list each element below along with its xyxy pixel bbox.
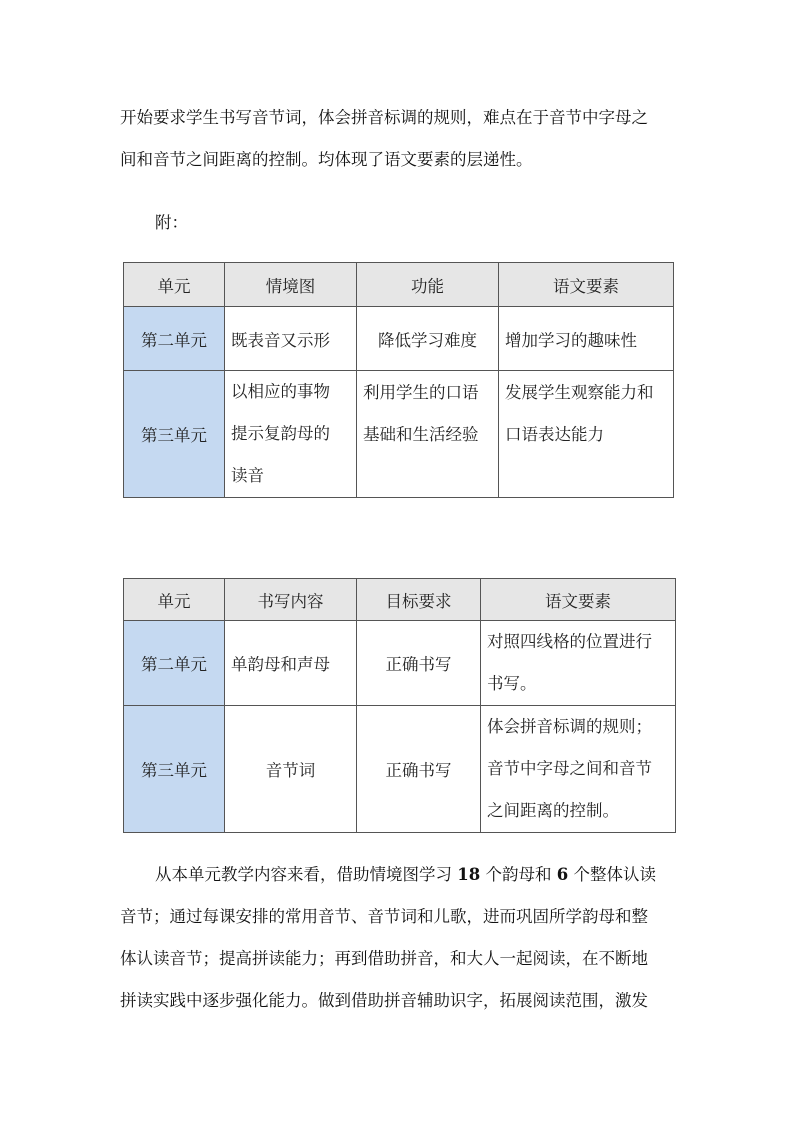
number: 6 bbox=[556, 865, 569, 884]
table-row bbox=[124, 307, 674, 371]
function-cell bbox=[357, 371, 499, 498]
unit-cell: 第二单元 bbox=[124, 621, 225, 706]
content-cell: 单韵母和声母 bbox=[225, 621, 357, 706]
column-header: 语文要素 bbox=[499, 263, 674, 307]
cell-line: 音节中字母之间和音节 bbox=[487, 759, 652, 778]
column-header: 情境图 bbox=[225, 263, 357, 307]
scene-cell: 既表音又示形 bbox=[225, 307, 357, 371]
cell-line: 利用学生的口语 bbox=[363, 383, 479, 402]
table-header-row bbox=[124, 263, 674, 307]
element-cell bbox=[499, 371, 674, 498]
cell-line: 读音 bbox=[231, 466, 264, 485]
unit-cell: 第三单元 bbox=[124, 371, 225, 498]
table-header-row bbox=[124, 579, 676, 621]
table-row bbox=[124, 371, 674, 498]
column-header: 目标要求 bbox=[357, 579, 481, 621]
paragraph-line bbox=[155, 865, 656, 885]
text-run: 从本单元教学内容来看，借助情境图学习 bbox=[155, 865, 452, 884]
table-writing-goals bbox=[123, 578, 676, 833]
column-header: 单元 bbox=[124, 579, 225, 621]
cell-line: 口语表达能力 bbox=[505, 425, 604, 444]
table-scene-function bbox=[123, 262, 674, 498]
paragraph-line: 开始要求学生书写音节词，体会拼音标调的规则，难点在于音节中字母之 bbox=[120, 108, 648, 127]
cell-line: 体会拼音标调的规则； bbox=[487, 717, 652, 736]
column-header: 语文要素 bbox=[481, 579, 676, 621]
cell-line: 对照四线格的位置进行 bbox=[487, 632, 652, 651]
table-row bbox=[124, 706, 676, 833]
goal-cell: 正确书写 bbox=[357, 621, 481, 706]
element-cell bbox=[481, 621, 676, 706]
text-run: 个韵母和 bbox=[485, 865, 552, 884]
element-cell: 增加学习的趣味性 bbox=[499, 307, 674, 371]
cell-line: 之间距离的控制。 bbox=[487, 801, 619, 820]
cell-line: 发展学生观察能力和 bbox=[505, 383, 654, 402]
cell-line: 基础和生活经验 bbox=[363, 425, 479, 444]
element-cell bbox=[481, 706, 676, 833]
column-header: 功能 bbox=[357, 263, 499, 307]
paragraph-line: 拼读实践中逐步强化能力。做到借助拼音辅助识字，拓展阅读范围，激发 bbox=[120, 991, 648, 1010]
text-run: 个整体认读 bbox=[573, 865, 656, 884]
paragraph-line: 音节；通过每课安排的常用音节、音节词和儿歌，进而巩固所学韵母和整 bbox=[120, 907, 648, 926]
scene-cell bbox=[225, 371, 357, 498]
appendix-label: 附： bbox=[155, 213, 188, 232]
unit-cell: 第三单元 bbox=[124, 706, 225, 833]
paragraph-line: 间和音节之间距离的控制。均体现了语文要素的层递性。 bbox=[120, 150, 533, 169]
unit-cell: 第二单元 bbox=[124, 307, 225, 371]
column-header: 书写内容 bbox=[225, 579, 357, 621]
paragraph-line: 体认读音节；提高拼读能力；再到借助拼音，和大人一起阅读，在不断地 bbox=[120, 949, 648, 968]
function-cell: 降低学习难度 bbox=[357, 307, 499, 371]
cell-line: 书写。 bbox=[487, 674, 537, 693]
cell-line: 以相应的事物 bbox=[231, 382, 330, 401]
content-cell: 音节词 bbox=[225, 706, 357, 833]
cell-line: 提示复韵母的 bbox=[231, 424, 330, 443]
number: 18 bbox=[457, 865, 481, 884]
column-header: 单元 bbox=[124, 263, 225, 307]
table-row bbox=[124, 621, 676, 706]
goal-cell: 正确书写 bbox=[357, 706, 481, 833]
